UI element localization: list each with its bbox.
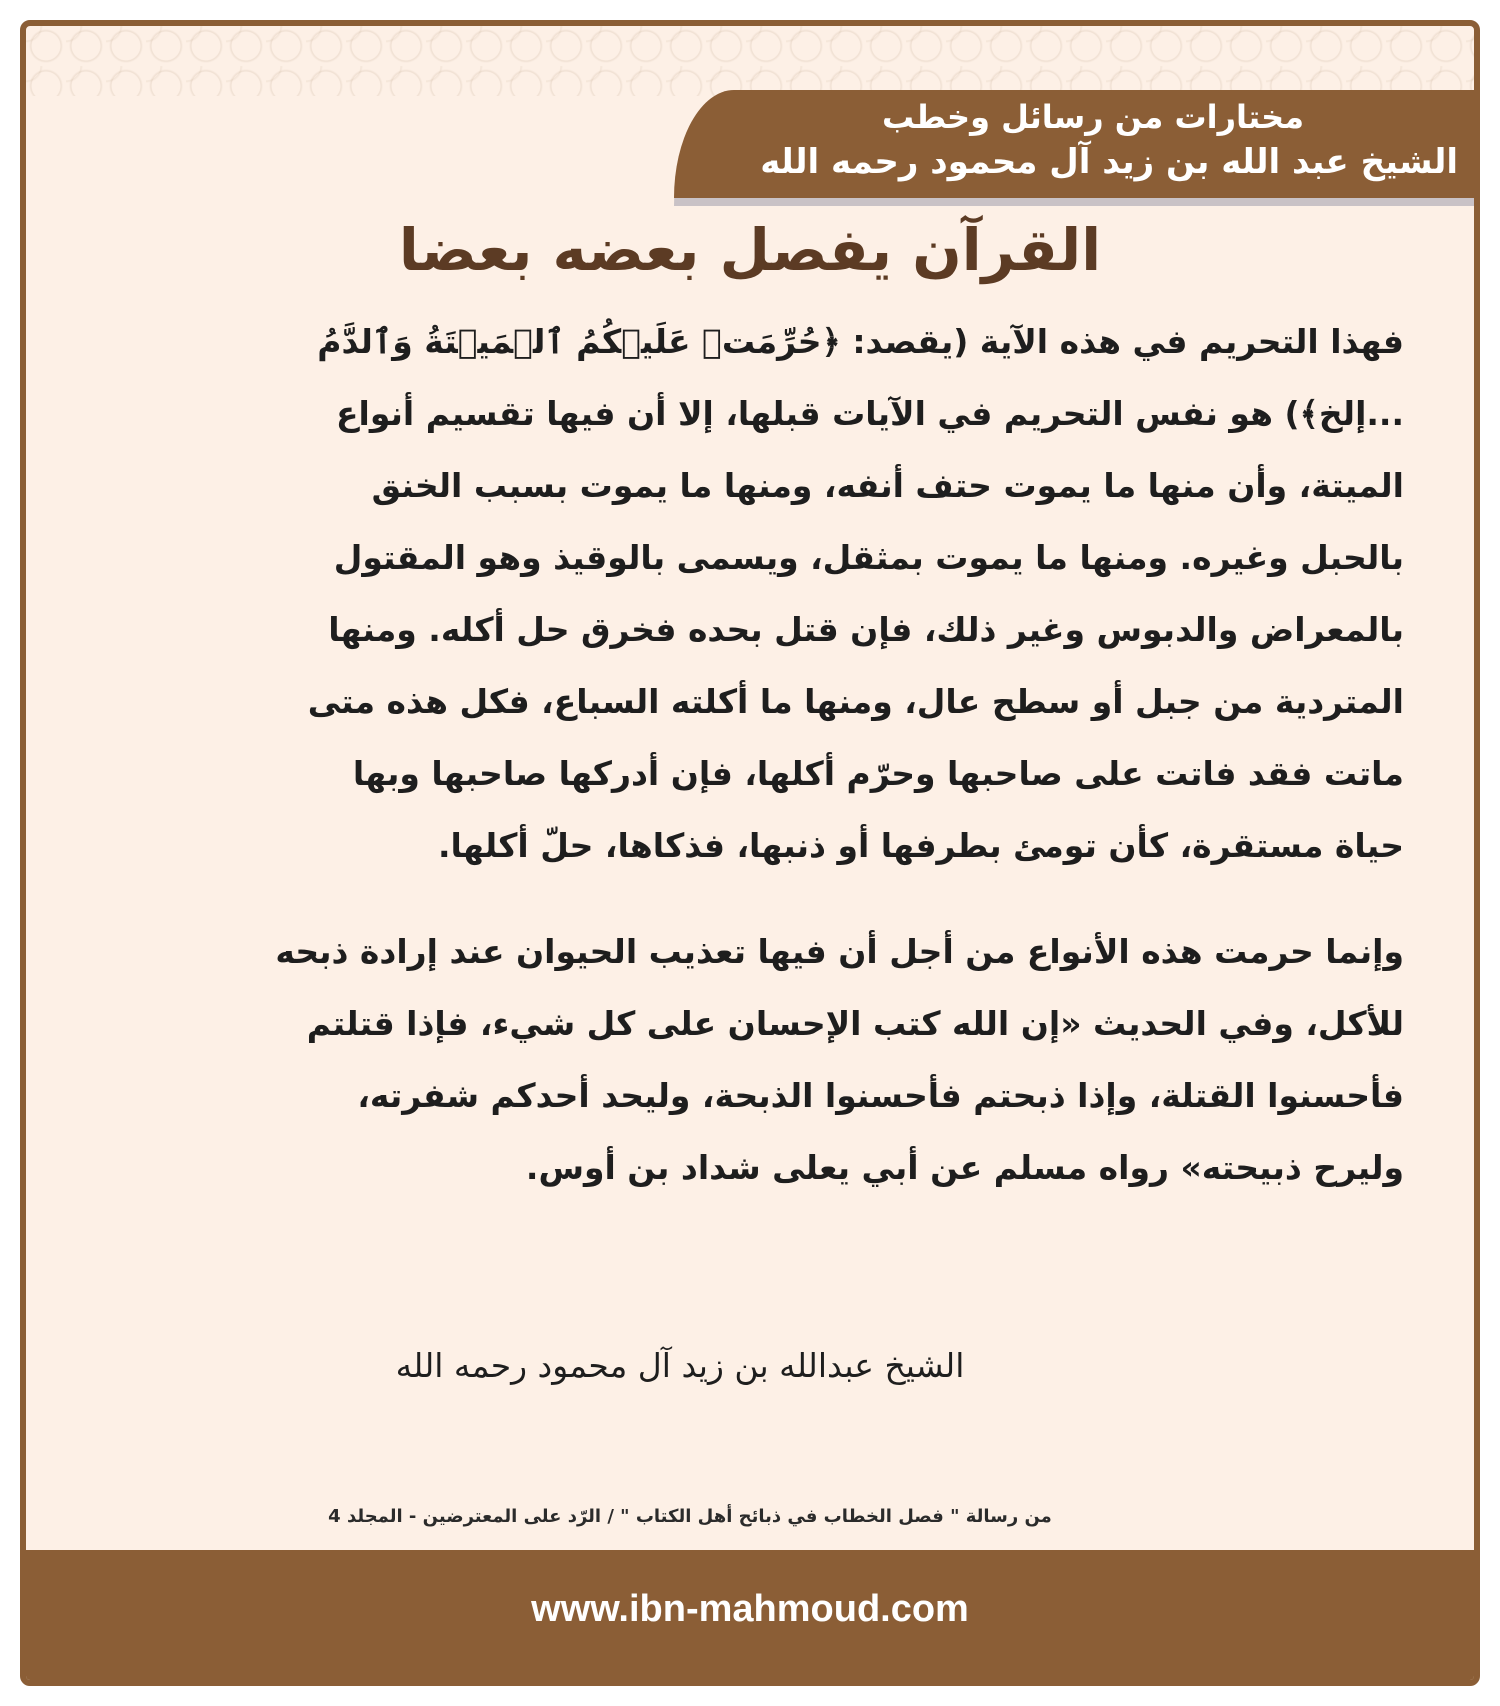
paragraph-2: [104, 916, 1404, 1204]
article-title: القرآن يفصل بعضه بعضا: [398, 216, 1102, 284]
website-link[interactable]: www.ibn-mahmoud.com: [531, 1588, 969, 1630]
paragraph-line: فهذا التحريم في هذه الآية (يقصد: ﴿حُرِّمَتۡ عَلَيۡكُمُ ٱلۡمَيۡتَةُ وَٱلدَّمُ: [317, 322, 1404, 361]
source-citation: من رسالة " فصل الخطاب في ذبائح أهل الكتاب " / الرّد على المعترضين - المجلد 4: [328, 1506, 1052, 1527]
footer-bar: [26, 1550, 1474, 1680]
series-author: الشيخ عبد الله بن زيد آل محمود رحمه الله: [760, 142, 1458, 182]
paragraph-line: فأحسنوا القتلة، وإذا ذبحتم فأحسنوا الذبحة، وليحد أحدكم شفرته،: [357, 1076, 1404, 1115]
paragraph-1: [104, 306, 1404, 882]
series-title: مختارات من رسائل وخطب: [881, 98, 1304, 136]
paragraph-line: وإنما حرمت هذه الأنواع من أجل أن فيها تعذيب الحيوان عند إرادة ذبحه: [275, 932, 1404, 971]
paragraph-line: ماتت فقد فاتت على صاحبها وحرّم أكلها، فإن أدركها صاحبها وبها: [352, 754, 1404, 793]
paragraph-line: وليرح ذبيحته» رواه مسلم عن أبي يعلى شداد بن أوس.: [525, 1148, 1404, 1187]
paragraph-line: حياة مستقرة، كأن تومئ بطرفها أو ذنبها، فذكاها، حلّ أكلها.: [438, 826, 1404, 865]
paragraph-line: بالمعراض والدبوس وغير ذلك، فإن قتل بحده فخرق حل أكله. ومنها: [328, 610, 1404, 649]
paragraph-line: المتردية من جبل أو سطح عال، ومنها ما أكلته السباع، فكل هذه متى: [307, 682, 1404, 721]
series-header-banner: [674, 90, 1474, 198]
paragraph-line: الميتة، وأن منها ما يموت حتف أنفه، ومنها ما يموت بسبب الخنق: [371, 466, 1404, 505]
quote-card: [20, 20, 1480, 1686]
paragraph-line: للأكل، وفي الحديث «إن الله كتب الإحسان على كل شيء، فإذا قتلتم: [306, 1004, 1404, 1043]
paragraph-line: بالحبل وغيره. ومنها ما يموت بمثقل، ويسمى بالوقيذ وهو المقتول: [333, 538, 1404, 577]
decorative-pattern: [26, 26, 1474, 96]
author-signature: الشيخ عبدالله بن زيد آل محمود رحمه الله: [395, 1346, 965, 1385]
paragraph-line: ...إلخ﴾) هو نفس التحريم في الآيات قبلها، إلا أن فيها تقسيم أنواع: [335, 394, 1404, 433]
